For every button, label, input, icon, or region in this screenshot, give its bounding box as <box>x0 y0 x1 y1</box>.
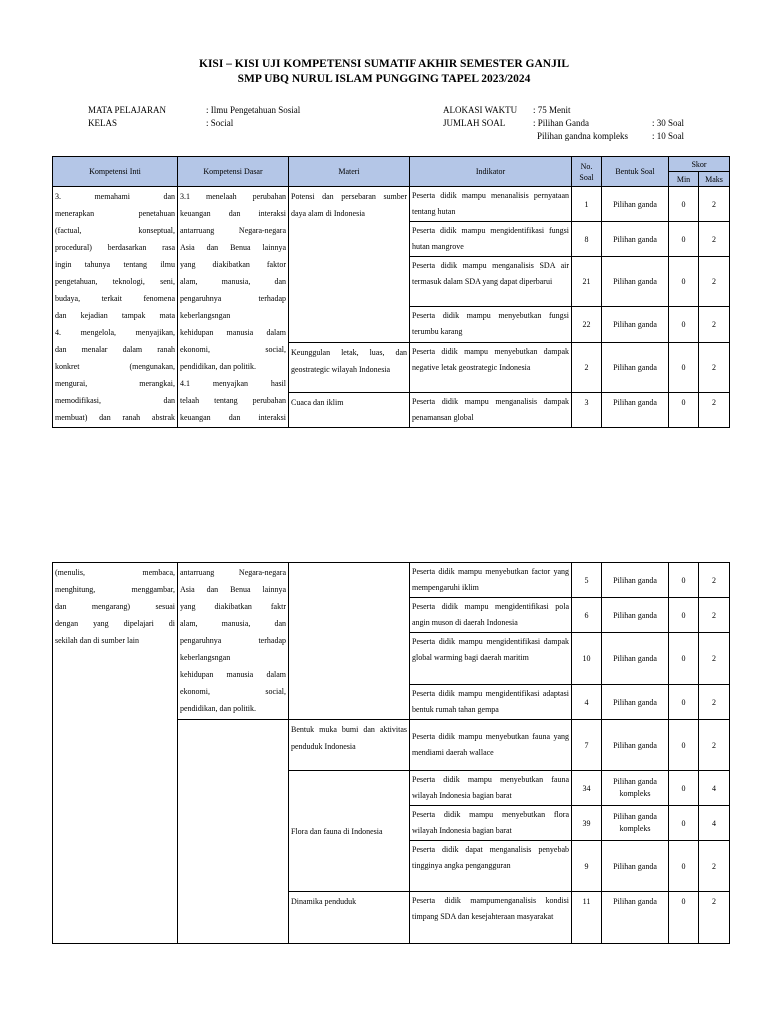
bentuk-soal-cell: Pilihan ganda <box>602 892 669 944</box>
mapel-value: : Ilmu Pengetahuan Sosial <box>206 105 301 115</box>
header-bentuk-soal: Bentuk Soal <box>602 157 669 187</box>
indikator-cell: Peserta didik mampu menanalisis pernyataan tentang hutan <box>410 187 572 222</box>
jumlah-label: JUMLAH SOAL <box>443 118 506 128</box>
kd-cell <box>178 187 289 428</box>
ki-line: procedural) berdasarkan rasa <box>55 243 175 252</box>
no-soal-cell: 21 <box>572 257 602 307</box>
kd-line: yang diakibatkan faktr <box>180 602 286 611</box>
ki-cell <box>53 187 178 428</box>
skor-min-cell: 0 <box>669 806 699 841</box>
bentuk-soal-cell: Pilihan ganda <box>602 222 669 257</box>
no-soal-cell: 2 <box>572 342 602 392</box>
kd-line: pendidikan, dan politik. <box>180 362 256 371</box>
alokasi-value: : 75 Menit <box>533 105 571 115</box>
kd-line: pengaruhnya terhadap <box>180 636 286 645</box>
kd-line: kehidupan manusia dalam <box>180 328 286 337</box>
indikator-cell: Peserta didik mampu menyebutkan dampak negative letak geostrategic Indonesia <box>410 342 572 392</box>
skor-maks-cell: 2 <box>699 633 730 685</box>
materi-cell: Potensi dan persebaran sumber daya alam di Indonesia <box>289 187 410 343</box>
ki-line: dengan yang dipelajari di <box>55 619 175 628</box>
kd-cell-empty <box>178 720 289 944</box>
kd-line: Asia dan Benua lainnya <box>180 243 286 252</box>
no-soal-cell: 22 <box>572 307 602 342</box>
bentuk-soal-cell: Pilihan ganda <box>602 720 669 771</box>
no-soal-cell: 6 <box>572 598 602 633</box>
materi-cell: Keunggulan letak, luas, dan geostrategic wilayah Indonesia <box>289 342 410 392</box>
kd-line: alam, manusia, dan <box>180 619 286 628</box>
indikator-cell: Peserta didik mampu menyebutkan fauna yang mendiami daerah wallace <box>410 720 572 771</box>
document-title-line2: SMP UBQ NURUL ISLAM PUNGGING TAPEL 2023/2024 <box>237 73 531 85</box>
kd-line: kehidupan manusia dalam <box>180 670 286 679</box>
indikator-cell: Peserta didik mampu mengidentifikasi adaptasi bentuk rumah tahan gempa <box>410 685 572 720</box>
ki-line: konkret (mengunakan, <box>55 362 175 371</box>
kd-line: keberlangsngan <box>180 653 231 662</box>
bentuk-soal-cell: Pilihan ganda <box>602 257 669 307</box>
indikator-cell: Peserta didik mampu menganalisis SDA air termasuk dalam SDA yang dapat diperbarui <box>410 257 572 307</box>
no-soal-cell: 34 <box>572 771 602 806</box>
no-soal-cell: 39 <box>572 806 602 841</box>
ki-line: menerapkan penetahuan <box>55 209 175 218</box>
bentuk-soal-cell: Pilihan ganda <box>602 392 669 427</box>
skor-maks-cell: 4 <box>699 771 730 806</box>
header-skor: Skor <box>669 157 730 172</box>
indikator-cell: Peserta didik mampu mengidentifikasi pola angin muson di daerah Indonesia <box>410 598 572 633</box>
bentuk-soal-cell: Pilihan ganda <box>602 841 669 892</box>
skor-min-cell: 0 <box>669 633 699 685</box>
skor-min-cell: 0 <box>669 598 699 633</box>
ki-line: membuat) dan ranah abstrak <box>55 413 175 422</box>
ki-line: dan menalar dalam ranah <box>55 345 175 354</box>
bentuk-soal-cell: Pilihan ganda <box>602 598 669 633</box>
kd-line: ekonomi, social, <box>180 687 286 696</box>
indikator-cell: Peserta didik mampu menyebutkan factor yang mempengaruhi iklim <box>410 563 572 598</box>
header-kompetensi-inti: Kompetensi Inti <box>53 157 178 187</box>
ki-line: budaya, terkait fenomena <box>55 294 175 303</box>
bentuk-soal-cell: Pilihan ganda <box>602 342 669 392</box>
kelas-value: : Social <box>206 118 234 128</box>
skor-min-cell: 0 <box>669 892 699 944</box>
indikator-cell: Peserta didik mampu mengidentifikasi dampak global warming bagi daerah maritim <box>410 633 572 685</box>
ki-line: memodifikasi, dan <box>55 396 175 405</box>
document-title-line1: KISI – KISI UJI KOMPETENSI SUMATIF AKHIR SEMESTER GANJIL <box>199 58 569 70</box>
ki-line: mengurai, merangkai, <box>55 379 175 388</box>
no-soal-cell: 10 <box>572 633 602 685</box>
skor-min-cell: 0 <box>669 720 699 771</box>
no-soal-cell: 11 <box>572 892 602 944</box>
skor-min-cell: 0 <box>669 257 699 307</box>
kd-line: antarruang Negara-negara <box>180 568 286 577</box>
bentuk-soal-cell: Pilihan ganda <box>602 685 669 720</box>
ki-line: pengetahuan, teknologi, seni, <box>55 277 175 286</box>
header-no-soal-line1: No. <box>580 161 593 171</box>
ki-line: menghitung, menggambar, <box>55 585 175 594</box>
kisi-table-page1 <box>52 156 730 428</box>
bentuk-soal-cell: Pilihan ganda <box>602 187 669 222</box>
kd-line: 3.1 menelaah perubahan <box>180 192 286 201</box>
bentuk-soal-cell: Pilihan ganda <box>602 633 669 685</box>
skor-maks-cell: 2 <box>699 720 730 771</box>
kd-line: pengaruhnya terhadap <box>180 294 286 303</box>
jumlah-pg-value: : 30 Soal <box>652 118 685 128</box>
kd-line: antarruang Negara-negara <box>180 226 286 235</box>
kd-line: 4.1 menyajkan hasil <box>180 379 286 388</box>
no-soal-cell: 8 <box>572 222 602 257</box>
materi-cell: Cuaca dan iklim <box>289 392 410 427</box>
materi-cell: Dinamika penduduk <box>289 892 410 944</box>
kd-line: keuangan dan interaksi <box>180 413 286 422</box>
indikator-cell: Peserta didik mampu menyebutkan flora wilayah Indonesia bagian barat <box>410 806 572 841</box>
no-soal-cell: 5 <box>572 563 602 598</box>
kd-line: Asia dan Benua lainnya <box>180 585 286 594</box>
materi-cell: Flora dan fauna di Indonesia <box>289 771 410 892</box>
header-kompetensi-dasar: Kompetensi Dasar <box>178 157 289 187</box>
skor-min-cell: 0 <box>669 841 699 892</box>
skor-min-cell: 0 <box>669 307 699 342</box>
bentuk-soal-cell: Pilihan ganda kompleks <box>602 806 669 841</box>
ki-line: ingin tahunya tentang ilmu <box>55 260 175 269</box>
kd-line: keuangan dan interaksi <box>180 209 286 218</box>
kelas-label: KELAS <box>88 118 117 128</box>
ki-cell <box>53 563 178 944</box>
kisi-table-page2 <box>52 562 730 944</box>
kd-line: keberlangsngan <box>180 311 231 320</box>
skor-min-cell: 0 <box>669 685 699 720</box>
kd-line: alam, manusia, dan <box>180 277 286 286</box>
kd-line: ekonomi, social, <box>180 345 286 354</box>
skor-maks-cell: 2 <box>699 841 730 892</box>
skor-maks-cell: 2 <box>699 563 730 598</box>
skor-maks-cell: 2 <box>699 342 730 392</box>
materi-cell: Bentuk muka bumi dan aktivitas penduduk Indonesia <box>289 720 410 771</box>
no-soal-cell: 4 <box>572 685 602 720</box>
header-materi: Materi <box>289 157 410 187</box>
ki-line: (factual, konseptual, <box>55 226 175 235</box>
indikator-cell: Peserta didik mampumenganalisis kondisi timpang SDA dan kesejahteraan masyarakat <box>410 892 572 944</box>
ki-line: sekilah dan di sumber lain <box>55 636 139 645</box>
mapel-label: MATA PELAJARAN <box>88 105 167 115</box>
skor-min-cell: 0 <box>669 222 699 257</box>
skor-maks-cell: 2 <box>699 685 730 720</box>
kd-cell <box>178 563 289 720</box>
no-soal-cell: 3 <box>572 392 602 427</box>
no-soal-cell: 1 <box>572 187 602 222</box>
skor-maks-cell: 2 <box>699 187 730 222</box>
bentuk-soal-cell: Pilihan ganda <box>602 307 669 342</box>
ki-line: dan mengarang) sesuai <box>55 602 175 611</box>
ki-line: (menulis, membaca, <box>55 568 175 577</box>
ki-line: 3. memahami dan <box>55 192 175 201</box>
ki-line: 4. mengelola, menyajikan, <box>55 328 175 337</box>
indikator-cell: Peserta didik mampu menyebutkan fauna wilayah Indonesia bagian barat <box>410 771 572 806</box>
no-soal-cell: 9 <box>572 841 602 892</box>
skor-maks-cell: 2 <box>699 392 730 427</box>
kd-line: yang diakibatkan faktor <box>180 260 286 269</box>
bentuk-soal-cell: Pilihan ganda kompleks <box>602 771 669 806</box>
ki-line: dan kejadian tampak mata <box>55 311 175 320</box>
header-indikator: Indikator <box>410 157 572 187</box>
skor-min-cell: 0 <box>669 342 699 392</box>
jumlah-pgk-label: Pilihan gandna kompleks <box>537 131 628 141</box>
header-no-soal <box>572 157 602 187</box>
skor-maks-cell: 2 <box>699 222 730 257</box>
kd-line: telaah tentang perubahan <box>180 396 286 405</box>
skor-min-cell: 0 <box>669 771 699 806</box>
kd-line: pendidikan, dan politik. <box>180 704 256 713</box>
indikator-cell: Peserta didik mampu menyebutkan fungsi terumbu karang <box>410 307 572 342</box>
skor-maks-cell: 2 <box>699 892 730 944</box>
indikator-cell: Peserta didik mampu mengidentifikasi fungsi hutan mangrove <box>410 222 572 257</box>
header-skor-maks: Maks <box>699 172 730 187</box>
skor-maks-cell: 4 <box>699 806 730 841</box>
jumlah-pg-label: : Pilihan Ganda <box>533 118 589 128</box>
materi-cell <box>289 563 410 720</box>
skor-min-cell: 0 <box>669 392 699 427</box>
indikator-cell: Peserta didik mampu menganalisis dampak penamansan global <box>410 392 572 427</box>
header-skor-min: Min <box>669 172 699 187</box>
skor-maks-cell: 2 <box>699 598 730 633</box>
skor-min-cell: 0 <box>669 563 699 598</box>
bentuk-soal-cell: Pilihan ganda <box>602 563 669 598</box>
skor-maks-cell: 2 <box>699 257 730 307</box>
indikator-cell: Peserta didik dapat menganalisis penyebab tingginya angka pengangguran <box>410 841 572 892</box>
no-soal-cell: 7 <box>572 720 602 771</box>
skor-min-cell: 0 <box>669 187 699 222</box>
jumlah-pgk-value: : 10 Soal <box>652 131 685 141</box>
alokasi-label: ALOKASI WAKTU <box>443 105 518 115</box>
skor-maks-cell: 2 <box>699 307 730 342</box>
header-no-soal-line2: Soal <box>579 172 594 182</box>
